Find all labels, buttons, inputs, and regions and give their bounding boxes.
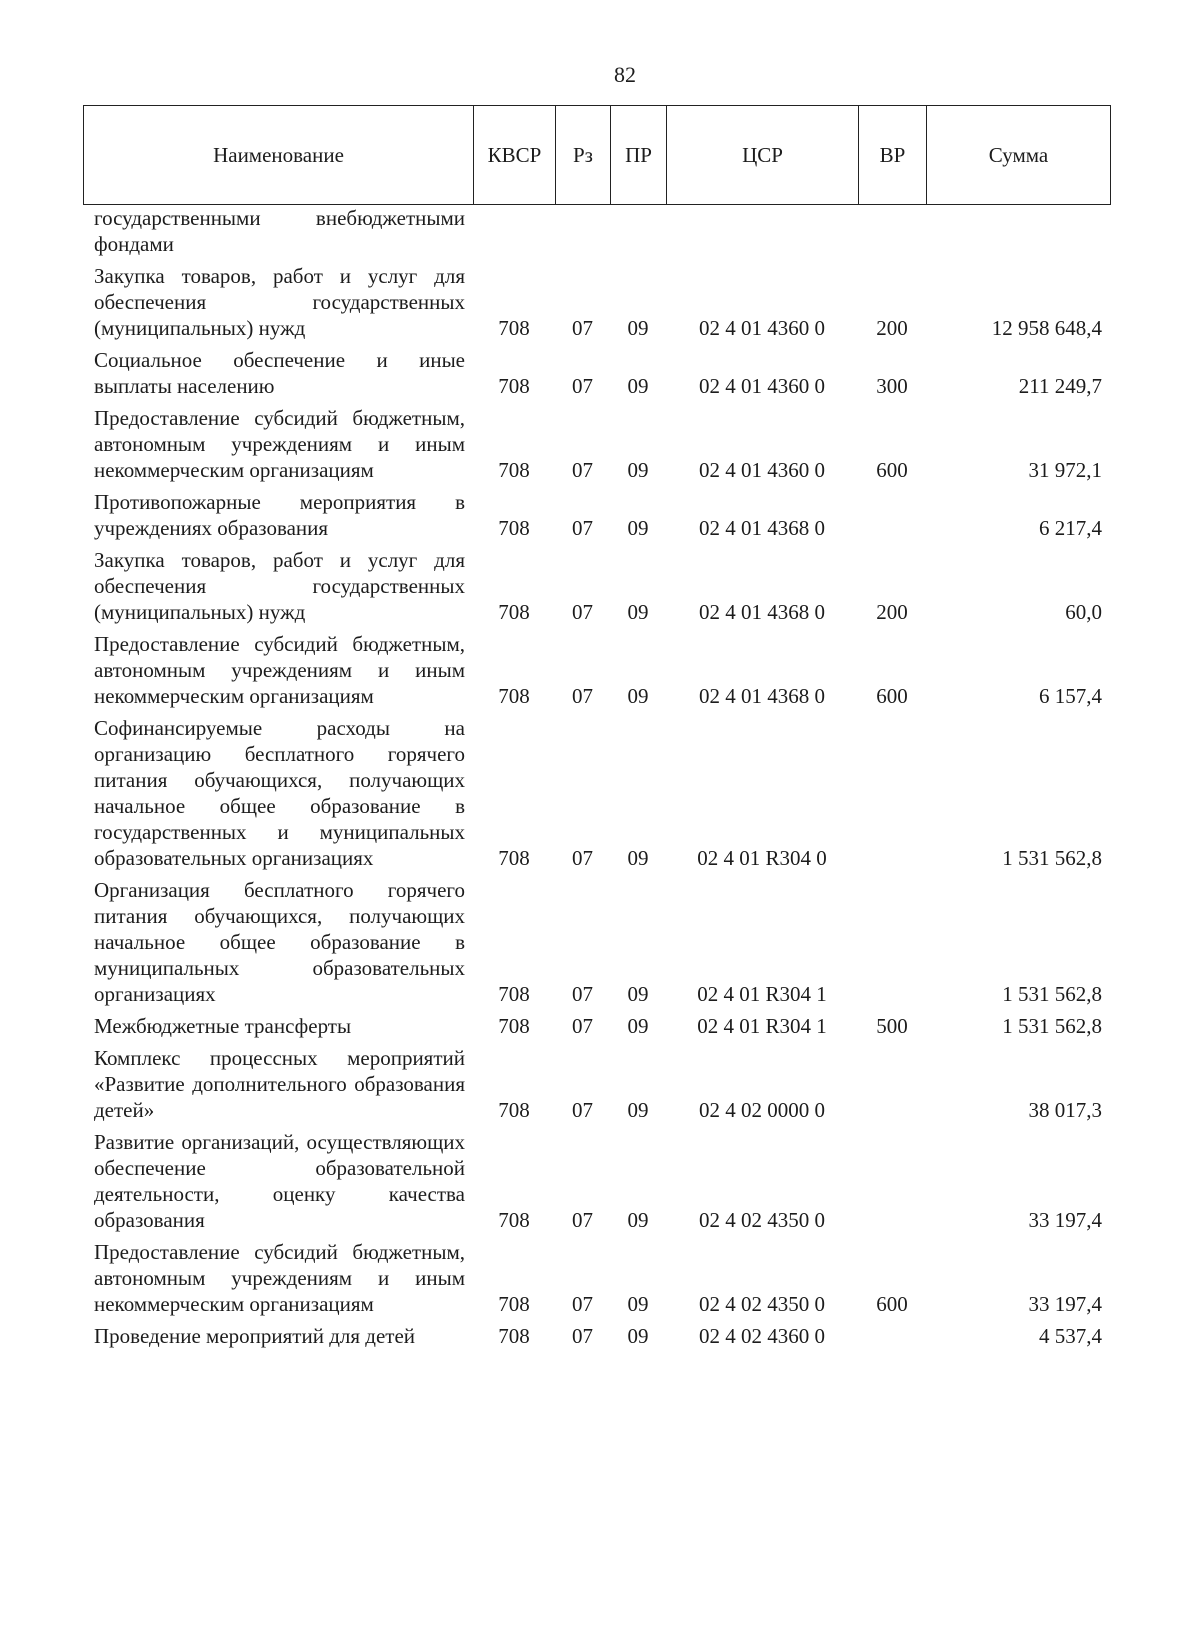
table-row [83, 399, 1110, 483]
table-row [83, 541, 1110, 625]
table-row [83, 1233, 1110, 1317]
table-header [83, 105, 1111, 205]
cell-name: Предоставление субсидий бюджетным, автономным учреждениям и иным некоммерческим организациям [94, 1240, 465, 1316]
cell-rz: 07 [572, 316, 593, 340]
cell-sum: 38 017,3 [1028, 1098, 1102, 1122]
cell-pr: 09 [627, 684, 649, 708]
table-row [83, 709, 1110, 871]
header-csr: ЦСР [667, 106, 859, 205]
cell-vr: 600 [876, 458, 908, 482]
header-vr: ВР [859, 106, 927, 205]
header-pr: ПР [611, 106, 667, 205]
cell-csr: 02 4 02 4350 0 [699, 1292, 825, 1316]
cell-pr: 09 [627, 1324, 649, 1348]
cell-vr [858, 1039, 926, 1123]
cell-rz: 07 [572, 982, 593, 1006]
cell-kvsr: 708 [498, 458, 530, 482]
cell-csr: 02 4 02 0000 0 [699, 1098, 825, 1122]
cell-pr: 09 [627, 600, 649, 624]
cell-pr: 09 [627, 1292, 649, 1316]
table-row [83, 1123, 1110, 1233]
cell-kvsr: 708 [498, 1324, 530, 1348]
cell-vr [858, 1123, 926, 1233]
cell-name: Закупка товаров, работ и услуг для обеспечения государственных (муниципальных) нужд [94, 548, 465, 624]
cell-vr [858, 709, 926, 871]
cell-vr [858, 483, 926, 541]
cell-sum [926, 205, 1110, 257]
table-row [83, 1039, 1110, 1123]
header-kvsr: КВСР [474, 106, 556, 205]
cell-kvsr: 708 [498, 846, 530, 870]
cell-vr: 600 [876, 1292, 908, 1316]
cell-kvsr: 708 [498, 1014, 530, 1038]
cell-vr: 600 [876, 684, 908, 708]
cell-pr: 09 [627, 316, 649, 340]
budget-table [83, 205, 1110, 1349]
cell-vr [858, 205, 926, 257]
table-row [83, 1317, 1110, 1349]
cell-kvsr: 708 [498, 684, 530, 708]
cell-sum: 12 958 648,4 [991, 316, 1102, 340]
cell-rz: 07 [572, 846, 593, 870]
cell-sum: 6 217,4 [1039, 516, 1102, 540]
cell-vr: 200 [876, 600, 908, 624]
cell-sum: 31 972,1 [1028, 458, 1102, 482]
cell-vr: 300 [876, 374, 908, 398]
cell-rz: 07 [572, 458, 593, 482]
cell-name: Закупка товаров, работ и услуг для обеспечения государственных (муниципальных) нужд [94, 264, 465, 340]
table-row [83, 625, 1110, 709]
cell-pr: 09 [627, 516, 649, 540]
cell-kvsr [473, 205, 555, 257]
cell-name: Организация бесплатного горячего питания обучающихся, получающих начальное общее образование в муниципальных образовательных организациях [94, 878, 465, 1006]
cell-pr: 09 [627, 982, 649, 1006]
cell-rz: 07 [572, 1208, 593, 1232]
cell-kvsr: 708 [498, 516, 530, 540]
cell-csr: 02 4 01 R304 0 [697, 846, 827, 870]
cell-rz: 07 [572, 374, 593, 398]
cell-csr: 02 4 01 4360 0 [699, 316, 825, 340]
header-name: Наименование [84, 106, 474, 205]
cell-rz: 07 [572, 600, 593, 624]
cell-name: Комплекс процессных мероприятий «Развитие дополнительного образования детей» [94, 1046, 465, 1122]
cell-csr: 02 4 01 R304 1 [697, 982, 827, 1006]
cell-csr: 02 4 01 R304 1 [697, 1014, 827, 1038]
cell-sum: 211 249,7 [1018, 374, 1102, 398]
cell-sum: 60,0 [1065, 600, 1102, 624]
cell-name: Межбюджетные трансферты [94, 1014, 352, 1038]
cell-vr: 500 [876, 1014, 908, 1038]
header-rz: Рз [556, 106, 611, 205]
cell-kvsr: 708 [498, 374, 530, 398]
cell-kvsr: 708 [498, 1292, 530, 1316]
cell-pr: 09 [627, 374, 649, 398]
cell-kvsr: 708 [498, 1098, 530, 1122]
cell-sum: 33 197,4 [1028, 1292, 1102, 1316]
table-row [83, 483, 1110, 541]
cell-name: Развитие организаций, осуществляющих обеспечение образовательной деятельности, оценку качества образования [94, 1130, 465, 1232]
cell-name: государственными внебюджетными фондами [94, 206, 465, 256]
page-number: 82 [614, 62, 636, 87]
cell-sum: 4 537,4 [1039, 1324, 1102, 1348]
cell-kvsr: 708 [498, 316, 530, 340]
cell-kvsr: 708 [498, 982, 530, 1006]
cell-rz: 07 [572, 516, 593, 540]
table-row [83, 341, 1110, 399]
cell-sum: 1 531 562,8 [1002, 982, 1102, 1006]
header-sum: Сумма [927, 106, 1111, 205]
cell-csr: 02 4 01 4368 0 [699, 684, 825, 708]
cell-rz: 07 [572, 1098, 593, 1122]
cell-csr: 02 4 01 4368 0 [699, 516, 825, 540]
cell-name: Проведение мероприятий для детей [94, 1324, 416, 1348]
cell-name: Социальное обеспечение и иные выплаты населению [94, 348, 465, 398]
cell-pr [610, 205, 666, 257]
cell-csr: 02 4 02 4360 0 [699, 1324, 825, 1348]
cell-sum: 1 531 562,8 [1002, 1014, 1102, 1038]
cell-csr: 02 4 01 4368 0 [699, 600, 825, 624]
cell-rz [555, 205, 610, 257]
cell-sum: 6 157,4 [1039, 684, 1102, 708]
cell-pr: 09 [627, 458, 649, 482]
cell-rz: 07 [572, 684, 593, 708]
cell-vr [858, 871, 926, 1007]
cell-sum: 33 197,4 [1028, 1208, 1102, 1232]
cell-kvsr: 708 [498, 600, 530, 624]
cell-rz: 07 [572, 1324, 593, 1348]
table-row [83, 205, 1110, 257]
cell-csr: 02 4 02 4350 0 [699, 1208, 825, 1232]
cell-name: Софинансируемые расходы на организацию бесплатного горячего питания обучающихся, получающих начальное общее образование в государственных и муниципальных образовательных организациях [94, 716, 465, 870]
cell-pr: 09 [627, 846, 649, 870]
cell-rz: 07 [572, 1014, 593, 1038]
table-row [83, 871, 1110, 1007]
table-row [83, 1007, 1110, 1039]
cell-vr: 200 [876, 316, 908, 340]
cell-pr: 09 [627, 1208, 649, 1232]
cell-vr [858, 1317, 926, 1349]
cell-pr: 09 [627, 1014, 649, 1038]
cell-rz: 07 [572, 1292, 593, 1316]
cell-csr: 02 4 01 4360 0 [699, 458, 825, 482]
cell-csr [666, 205, 858, 257]
cell-sum: 1 531 562,8 [1002, 846, 1102, 870]
table-row [83, 257, 1110, 341]
cell-kvsr: 708 [498, 1208, 530, 1232]
cell-csr: 02 4 01 4360 0 [699, 374, 825, 398]
cell-name: Предоставление субсидий бюджетным, автономным учреждениям и иным некоммерческим организациям [94, 632, 465, 708]
cell-name: Противопожарные мероприятия в учреждениях образования [94, 490, 465, 540]
cell-name: Предоставление субсидий бюджетным, автономным учреждениям и иным некоммерческим организациям [94, 406, 465, 482]
cell-pr: 09 [627, 1098, 649, 1122]
